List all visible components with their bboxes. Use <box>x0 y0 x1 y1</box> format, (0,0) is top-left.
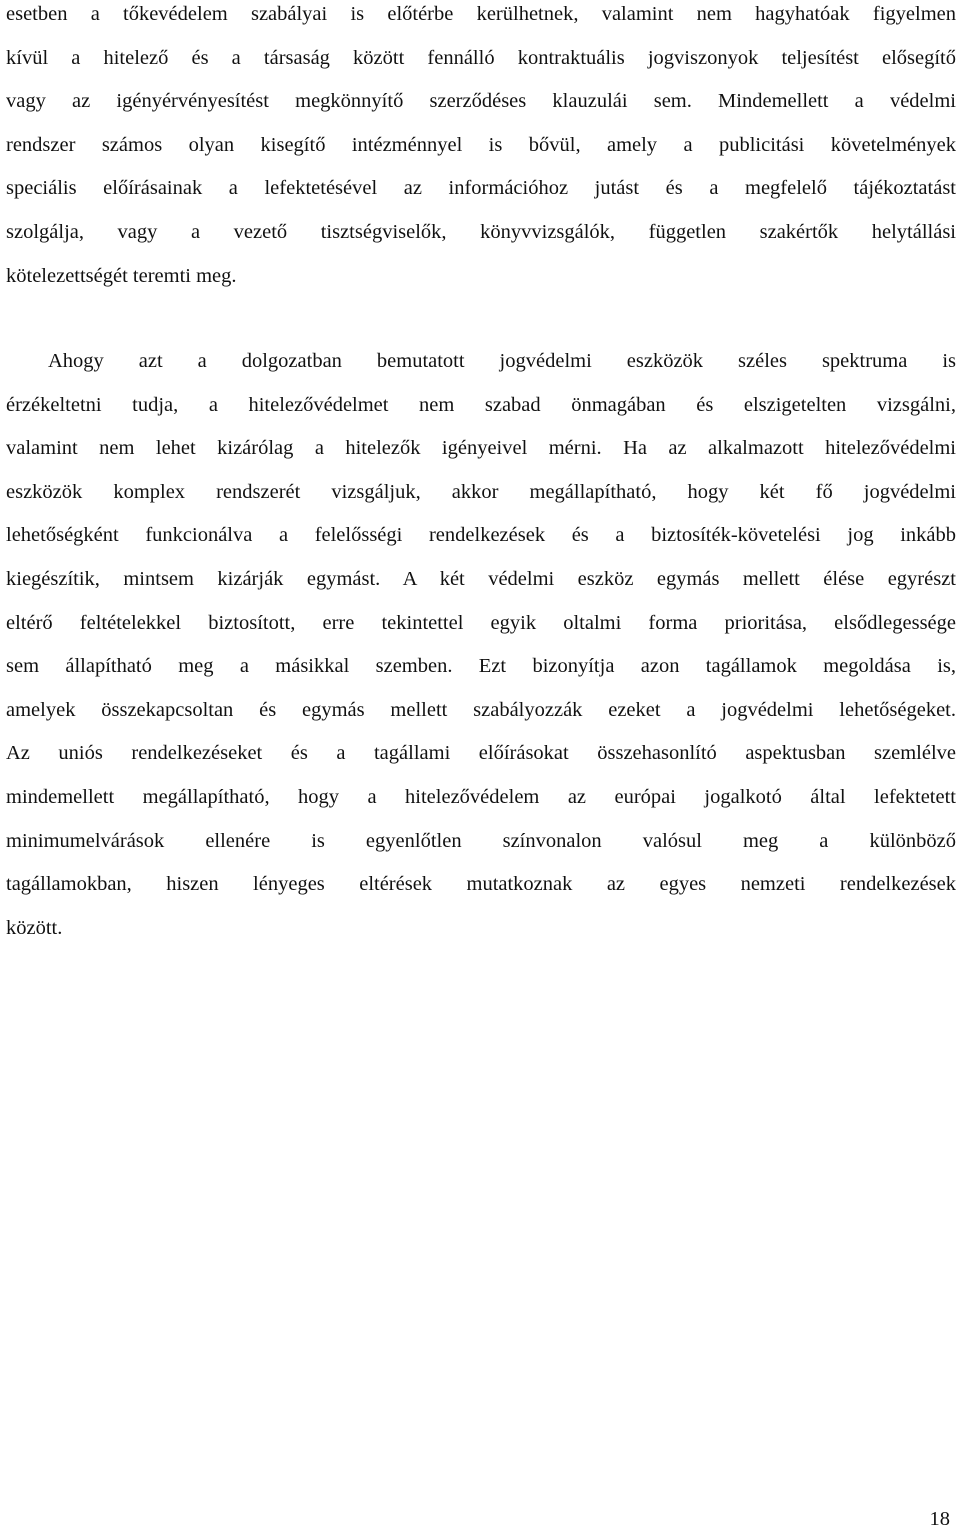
paragraph-2 <box>6 340 956 950</box>
text-line: amelyek összekapcsoltan és egymás mellett szabályozzák ezeket a jogvédelmi lehetőségeket. <box>6 698 956 721</box>
page-number: 18 <box>929 1508 950 1530</box>
paragraph-1 <box>6 0 956 298</box>
text-line: eltérő feltételekkel biztosított, erre tekintettel egyik oltalmi forma prioritása, elsődlegessége <box>6 611 956 634</box>
text-line: speciális előírásainak a lefektetésével az információhoz jutást és a megfelelő tájékoztatást <box>6 177 956 200</box>
text-line: lehetőségként funkcionálva a felelősségi rendelkezések és a biztosíték-követelési jog inkább <box>6 524 956 547</box>
text-line: sem állapítható meg a másikkal szemben. Ezt bizonyítja azon tagállamok megoldása is, <box>6 655 956 678</box>
text-line: szolgálja, vagy a vezető tisztségviselők, könyvvizsgálók, független szakértők helytállási <box>6 220 956 243</box>
text-line: esetben a tőkevédelem szabályai is előtérbe kerülhetnek, valamint nem hagyhatóak figyelmen <box>6 3 956 25</box>
text-line: eszközök komplex rendszerét vizsgáljuk, akkor megállapítható, hogy két fő jogvédelmi <box>6 480 956 503</box>
text-line: rendszer számos olyan kisegítő intézménnyel is bővül, amely a publicitási követelmények <box>6 133 956 156</box>
text-line: mindemellett megállapítható, hogy a hitelezővédelem az európai jogalkotó által lefektetett <box>6 785 956 808</box>
document-page <box>6 0 956 1533</box>
text-line: minimumelvárások ellenére is egyenlőtlen színvonalon valósul meg a különböző <box>6 829 956 852</box>
text-line: kötelezettségét teremti meg. <box>6 264 237 287</box>
text-line: Ahogy azt a dolgozatban bemutatott jogvédelmi eszközök széles spektruma is <box>48 350 956 372</box>
text-line: vagy az igényérvényesítést megkönnyítő szerződéses klauzulái sem. Mindemellett a védelmi <box>6 90 956 113</box>
text-line: Az uniós rendelkezéseket és a tagállami előírásokat összehasonlító aspektusban szemlélve <box>6 742 956 765</box>
text-line: kiegészítik, mintsem kizárják egymást. A két védelmi eszköz egymás mellett élése egyrészt <box>6 567 956 590</box>
text-line: érzékeltetni tudja, a hitelezővédelmet nem szabad önmagában és elszigetelten vizsgálni, <box>6 393 956 416</box>
text-line: tagállamokban, hiszen lényeges eltérések mutatkoznak az egyes nemzeti rendelkezések <box>6 873 956 896</box>
text-line: között. <box>6 916 63 939</box>
text-line: kívül a hitelező és a társaság között fennálló kontraktuális jogviszonyok teljesítést elősegítő <box>6 46 956 69</box>
text-line: valamint nem lehet kizárólag a hitelezők igényeivel mérni. Ha az alkalmazott hitelezővédelmi <box>6 437 956 460</box>
